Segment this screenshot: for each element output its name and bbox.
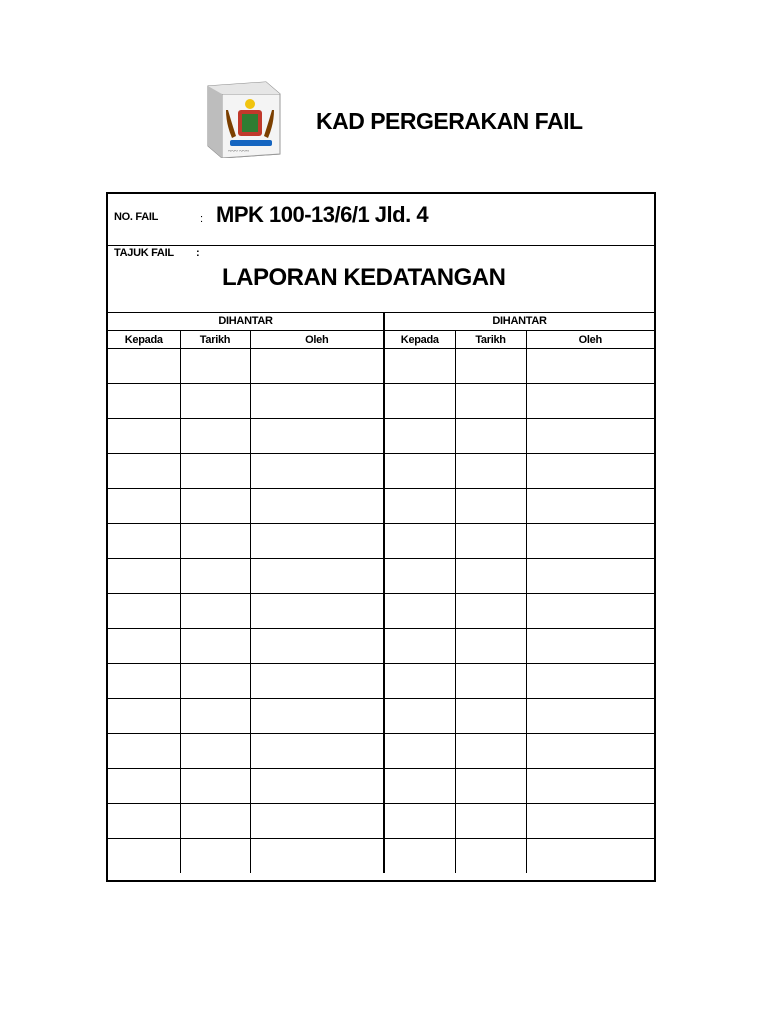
table-cell	[384, 419, 455, 454]
table-cell	[250, 734, 384, 769]
table-cell	[250, 419, 384, 454]
table-cell	[180, 419, 250, 454]
table-cell	[526, 559, 654, 594]
table-cell	[180, 629, 250, 664]
table-cell	[250, 839, 384, 874]
table-cell	[250, 594, 384, 629]
table-cell	[526, 804, 654, 839]
table-cell	[384, 664, 455, 699]
table-cell	[455, 699, 526, 734]
table-cell	[384, 384, 455, 419]
table-cell	[250, 524, 384, 559]
table-cell	[108, 489, 180, 524]
table-cell	[250, 559, 384, 594]
table-cell	[455, 734, 526, 769]
table-cell	[108, 839, 180, 874]
table-cell	[455, 419, 526, 454]
no-fail-row	[108, 194, 654, 246]
table-row	[108, 804, 654, 839]
file-header	[108, 194, 654, 313]
table-cell	[250, 629, 384, 664]
table-cell	[526, 769, 654, 804]
table-cell	[384, 524, 455, 559]
table-cell	[180, 559, 250, 594]
table-row	[108, 454, 654, 489]
table-cell	[250, 804, 384, 839]
tajuk-fail-label: TAJUK FAIL	[114, 247, 174, 259]
coat-of-arms-logo	[206, 80, 282, 158]
table-cell	[455, 524, 526, 559]
col-header-kepada: Kepada	[108, 331, 180, 349]
table-cell	[108, 769, 180, 804]
table-cell	[455, 839, 526, 874]
table-cell	[384, 349, 455, 384]
table-cell	[250, 664, 384, 699]
table-cell	[455, 559, 526, 594]
table-cell	[180, 524, 250, 559]
table-cell	[108, 699, 180, 734]
tajuk-fail-colon: :	[196, 247, 200, 259]
table-cell	[455, 489, 526, 524]
table-cell	[526, 419, 654, 454]
table-cell	[180, 594, 250, 629]
table-cell	[180, 734, 250, 769]
table-row	[108, 384, 654, 419]
col-header-oleh: Oleh	[250, 331, 384, 349]
table-cell	[180, 839, 250, 874]
col-header-kepada: Kepada	[384, 331, 455, 349]
no-fail-value: MPK 100-13/6/1 Jld. 4	[216, 202, 429, 227]
page-title: KAD PERGERAKAN FAIL	[316, 108, 583, 134]
table-cell	[455, 384, 526, 419]
table-cell	[108, 349, 180, 384]
table-cell	[108, 384, 180, 419]
table-cell	[526, 349, 654, 384]
group-header-dihantar-right: DIHANTAR	[384, 312, 654, 331]
table-cell	[526, 839, 654, 874]
table-cell	[455, 594, 526, 629]
table-cell	[180, 384, 250, 419]
table-cell	[455, 804, 526, 839]
table-row	[108, 349, 654, 384]
table-row	[108, 664, 654, 699]
table-cell	[108, 804, 180, 839]
table-row	[108, 734, 654, 769]
table-cell	[108, 524, 180, 559]
table-cell	[250, 699, 384, 734]
table-cell	[250, 489, 384, 524]
table-cell	[384, 489, 455, 524]
col-header-tarikh: Tarikh	[180, 331, 250, 349]
table-cell	[250, 384, 384, 419]
table-cell	[526, 699, 654, 734]
table-cell	[455, 664, 526, 699]
table-cell	[180, 489, 250, 524]
table-cell	[250, 769, 384, 804]
table-cell	[526, 384, 654, 419]
no-fail-label: NO. FAIL	[114, 211, 159, 223]
col-header-tarikh: Tarikh	[455, 331, 526, 349]
movement-table	[108, 312, 654, 873]
table-row	[108, 419, 654, 454]
table-cell	[455, 454, 526, 489]
tajuk-fail-value: LAPORAN KEDATANGAN	[222, 264, 506, 291]
col-header-oleh: Oleh	[526, 331, 654, 349]
table-cell	[384, 839, 455, 874]
table-row	[108, 524, 654, 559]
table-row	[108, 699, 654, 734]
table-cell	[526, 454, 654, 489]
table-cell	[180, 699, 250, 734]
table-cell	[384, 769, 455, 804]
table-cell	[108, 629, 180, 664]
table-cell	[455, 769, 526, 804]
table-cell	[526, 664, 654, 699]
svg-text:~~~ ~~~: ~~~ ~~~	[228, 149, 249, 155]
table-cell	[526, 524, 654, 559]
table-cell	[180, 769, 250, 804]
table-cell	[384, 559, 455, 594]
table-cell	[250, 349, 384, 384]
table-cell	[108, 419, 180, 454]
table-cell	[108, 664, 180, 699]
table-cell	[250, 454, 384, 489]
table-cell	[384, 804, 455, 839]
table-row	[108, 489, 654, 524]
table-row	[108, 594, 654, 629]
table-cell	[108, 734, 180, 769]
group-header-dihantar-left: DIHANTAR	[108, 312, 384, 331]
table-row	[108, 839, 654, 874]
table-cell	[180, 454, 250, 489]
table-cell	[384, 454, 455, 489]
table-row	[108, 629, 654, 664]
table-cell	[180, 664, 250, 699]
table-cell	[455, 349, 526, 384]
file-movement-card	[106, 192, 656, 882]
table-cell	[526, 489, 654, 524]
table-row	[108, 559, 654, 594]
table-cell	[526, 594, 654, 629]
no-fail-colon: :	[200, 213, 204, 225]
table-cell	[180, 349, 250, 384]
table-cell	[384, 629, 455, 664]
table-cell	[108, 594, 180, 629]
table-cell	[180, 804, 250, 839]
table-cell	[384, 594, 455, 629]
table-cell	[526, 629, 654, 664]
table-cell	[526, 734, 654, 769]
table-cell	[108, 454, 180, 489]
table-row	[108, 769, 654, 804]
table-cell	[455, 629, 526, 664]
table-cell	[108, 559, 180, 594]
table-cell	[384, 734, 455, 769]
table-cell	[384, 699, 455, 734]
